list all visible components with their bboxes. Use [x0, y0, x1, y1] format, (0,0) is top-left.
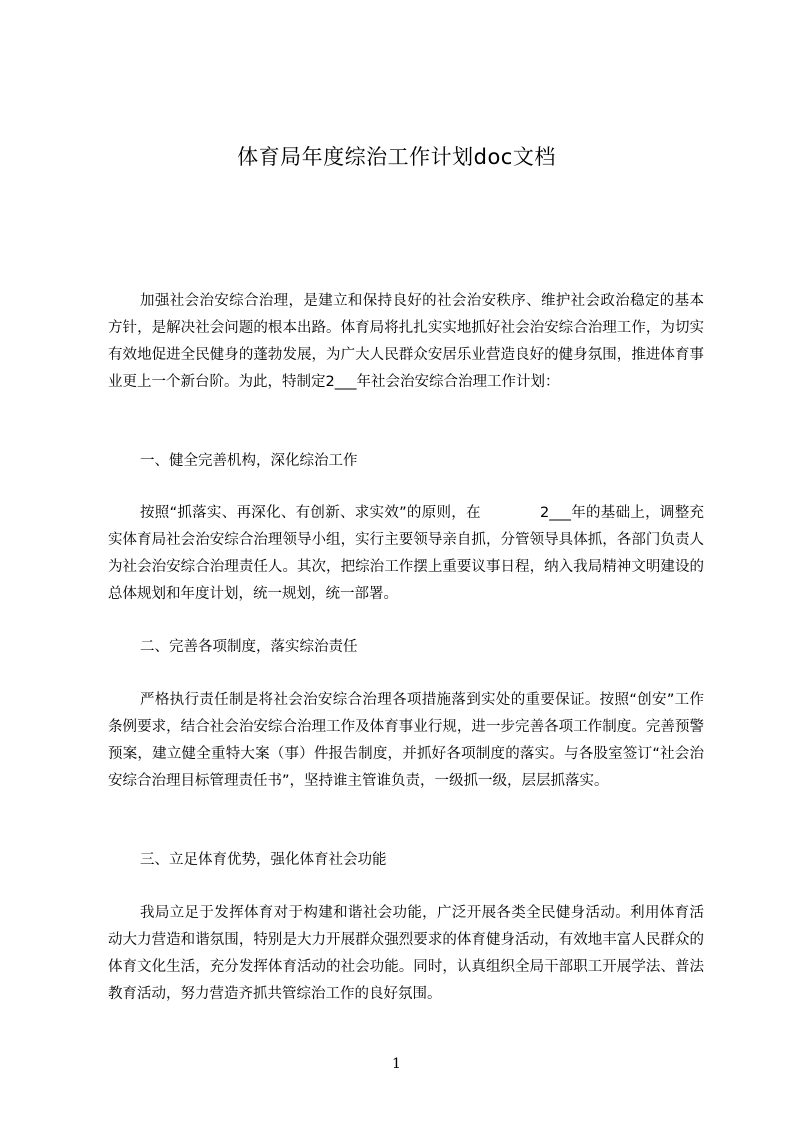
document-title: 体育局年度综治工作计划doc文档 — [237, 145, 556, 169]
section-heading-3: 三、立足体育优势，强化体育社会功能 — [140, 852, 387, 868]
page-number: 1 — [392, 1056, 401, 1072]
section-paragraph-1: 按照“抓落实、再深化、有创新、求实效”的原则，在 2___年的基础上，调整充实体育局社会治安综合治理领导小组，实行主要领导亲自抓，分管领导具体抓，各部门负责人为社会治安综合治理责任人。其次，把综治工作摆上重要议事日程，纳入我局精神文明建设的总体规划和年度计划，统一规划，统一部署。 — [108, 505, 704, 602]
section-paragraph-3: 我局立足于发挥体育对于构建和谐社会功能，广泛开展各类全民健身活动。利用体育活动大力营造和谐氛围，特别是大力开展群众强烈要求的体育健身活动，有效地丰富人民群众的体育文化生活，充分发挥体育活动的社会功能。同时，认真组织全局干部职工开展学法、普法教育活动，努力营造齐抓共管综治工作的良好氛围。 — [108, 905, 704, 1002]
section-heading-2: 二、完善各项制度，落实综治责任 — [140, 639, 358, 655]
intro-paragraph: 加强社会治安综合治理，是建立和保持良好的社会治安秩序、维护社会政治稳定的基本方针，是解决社会问题的根本出路。体育局将扎扎实实地抓好社会治安综合治理工作，为切实有效地促进全民健身的蓬勃发展，为广大人民群众安居乐业营造良好的健身氛围，推进体育事业更上一个新台阶。为此，特制定2___年社会治安综合治理工作计划： — [108, 293, 704, 390]
section-paragraph-2: 严格执行责任制是将社会治安综合治理各项措施落到实处的重要保证。按照“创安”工作条例要求，结合社会治安综合治理工作及体育事业行规，进一步完善各项工作制度。完善预警预案，建立健全重特大案（事）件报告制度，并抓好各项制度的落实。与各股室签订“社会治安综合治理目标管理责任书”，坚持谁主管谁负责，一级抓一级，层层抓落实。 — [108, 692, 704, 789]
section-heading-1: 一、健全完善机构，深化综治工作 — [140, 453, 358, 469]
